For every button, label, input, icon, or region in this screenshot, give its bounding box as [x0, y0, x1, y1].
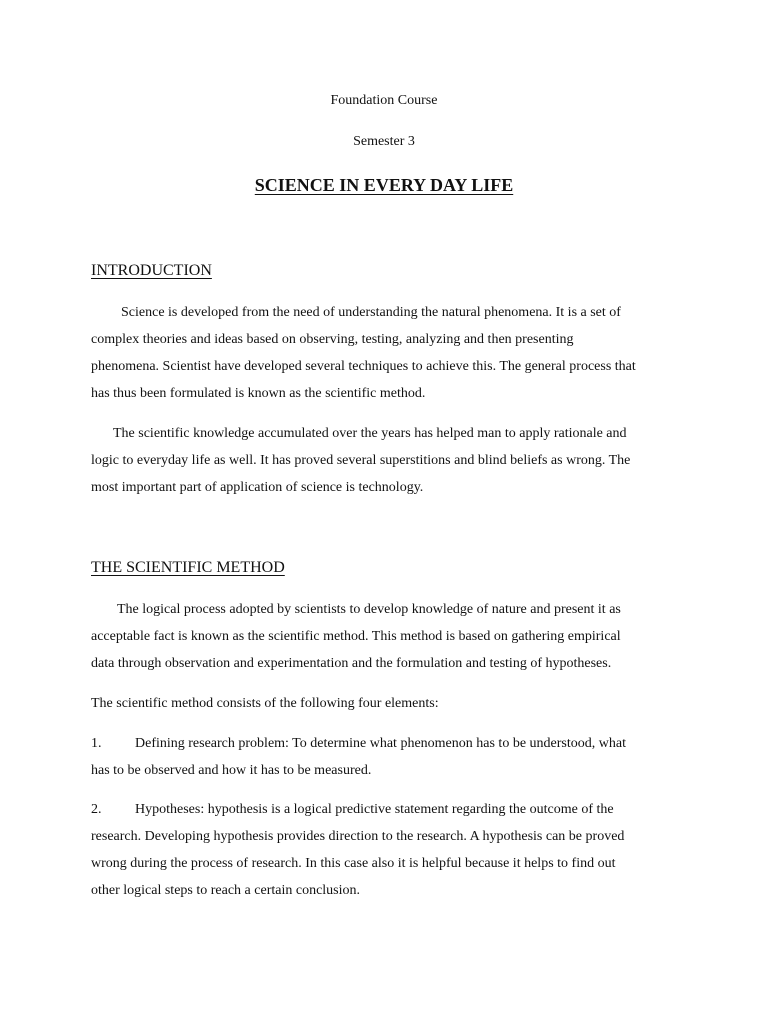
- paragraph-line: acceptable fact is known as the scientific method. This method is based on gathering empirical: [91, 629, 621, 644]
- paragraph-line: The scientific method consists of the following four elements:: [91, 696, 439, 711]
- list-item-text: other logical steps to reach a certain conclusion.: [91, 883, 361, 898]
- list-item-first-line: [91, 796, 681, 823]
- list-item-text: wrong during the process of research. In this case also it is helpful because it helps to find out: [91, 856, 616, 871]
- scientific-method-paragraph-1: [91, 596, 681, 677]
- list-item-number: 2.: [91, 802, 102, 817]
- paragraph-line: has thus been formulated is known as the scientific method.: [91, 386, 426, 401]
- document-title: SCIENCE IN EVERY DAY LIFE: [254, 175, 514, 195]
- semester-label: Semester 3: [353, 134, 415, 149]
- list-item-text: research. Developing hypothesis provides direction to the research. A hypothesis can be proved: [91, 829, 625, 844]
- introduction-paragraph-1: [91, 299, 681, 407]
- paragraph-line: The scientific knowledge accumulated over the years has helped man to apply rationale and: [113, 426, 627, 441]
- list-item: [91, 730, 681, 784]
- list-item-text: Hypotheses: hypothesis is a logical predictive statement regarding the outcome of the: [135, 802, 614, 817]
- paragraph-line: most important part of application of science is technology.: [91, 480, 424, 495]
- introduction-paragraph-2: [91, 420, 681, 501]
- paragraph-line: The logical process adopted by scientists to develop knowledge of nature and present it as: [117, 602, 621, 617]
- course-name: Foundation Course: [330, 93, 438, 108]
- paragraph-line: data through observation and experimentation and the formulation and testing of hypotheses.: [91, 656, 612, 671]
- introduction-heading: INTRODUCTION: [91, 262, 212, 279]
- elements-intro-line: [91, 690, 681, 717]
- list-item-first-line: [91, 730, 681, 757]
- list-item: [91, 796, 681, 904]
- list-item-text: Defining research problem: To determine what phenomenon has to be understood, what: [135, 736, 626, 751]
- list-item-number: 1.: [91, 736, 102, 751]
- list-item-text: has to be observed and how it has to be measured.: [91, 763, 372, 778]
- paragraph-line: phenomena. Scientist have developed several techniques to achieve this. The general process that: [91, 359, 636, 374]
- paragraph-line: complex theories and ideas based on observing, testing, analyzing and then presenting: [91, 332, 574, 347]
- paragraph-line: Science is developed from the need of understanding the natural phenomena. It is a set of: [121, 305, 621, 320]
- paragraph-line: logic to everyday life as well. It has proved several superstitions and blind beliefs as wrong. The: [91, 453, 631, 468]
- scientific-method-heading: THE SCIENTIFIC METHOD: [91, 559, 285, 576]
